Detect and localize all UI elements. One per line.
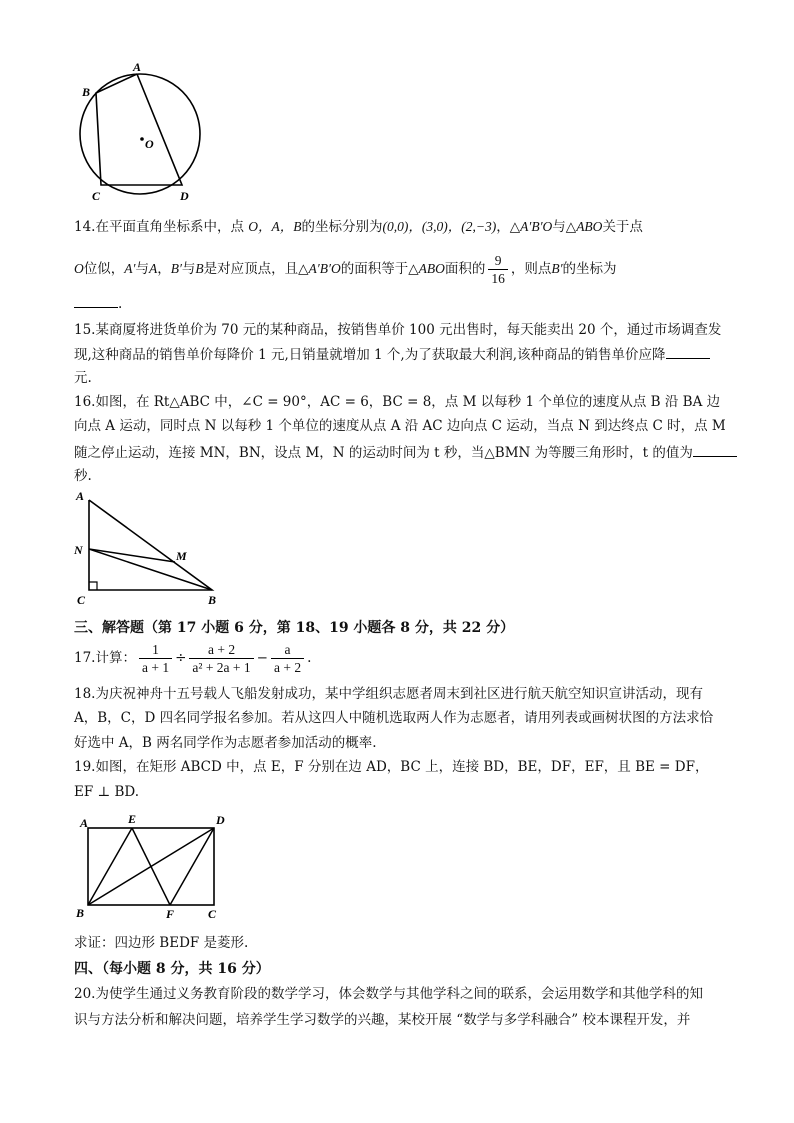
segment-nb <box>89 549 212 590</box>
label-o: O <box>145 137 154 151</box>
figure-right-triangle <box>70 488 230 608</box>
q15-line2: 现,这种商品的销售单价每降价 1 元,日销量就增加 1 个,为了获取最大利润,该种商品的销售单价应降 <box>74 344 710 365</box>
q14-answer-blank[interactable] <box>74 293 118 308</box>
fraction-3: $\frac{a}{a + 2}$ <box>271 641 304 676</box>
segment-nm <box>89 549 175 562</box>
section-4-heading: 四、（每小题 8 分，共 16 分） <box>74 961 270 977</box>
q16-line1: 16.如图，在 Rt△ABC 中，∠C = 90°，AC = 6，BC = 8，点 M 以每秒 1 个单位的速度从点 B 沿 BA 边 <box>74 394 721 410</box>
label-a: A <box>76 489 85 503</box>
label-d: D <box>216 813 225 827</box>
figure-rectangle-abcd <box>70 812 240 922</box>
label-c: C <box>208 907 217 921</box>
label-b: B <box>82 85 91 99</box>
right-angle-mark <box>89 582 97 590</box>
q19-line2: EF ⊥ BD. <box>74 784 140 800</box>
q18-line3: 好选中 A，B 两名同学作为志愿者参加活动的概率. <box>74 735 377 751</box>
label-f: F <box>166 907 175 921</box>
q15-answer-blank[interactable] <box>666 344 710 359</box>
q19-line1: 19.如图，在矩形 ABCD 中，点 E，F 分别在边 AD，BC 上，连接 BD，BE，DF，EF，且 BE = DF， <box>74 759 709 775</box>
figure-circle-abcd <box>70 58 210 208</box>
q16-line4: 秒. <box>74 468 92 484</box>
fraction-9-16: $\frac{9}{16}$ <box>488 252 508 287</box>
label-a: A <box>133 60 142 74</box>
center-dot <box>140 137 144 141</box>
triangle-acb <box>89 500 212 590</box>
q16-line2: 向点 A 运动，同时点 N 以每秒 1 个单位的速度从点 A 沿 AC 边向点 C 运动，当点 N 到达终点 C 时，点 M <box>74 418 726 434</box>
label-b: B <box>208 593 217 607</box>
section-3-heading: 三、解答题（第 17 小题 6 分，第 18、19 小题各 8 分，共 22 分） <box>74 620 515 636</box>
quadrilateral-abdc <box>96 74 182 185</box>
label-e: E <box>128 812 137 826</box>
segment-be <box>88 828 132 905</box>
q20-line1: 20.为使学生通过义务教育阶段的数学学习，体会数学与其他学科之间的联系，会运用数学和其他学科的知 <box>74 986 703 1002</box>
q16-line3: 随之停止运动，连接 MN，BN，设点 M，N 的运动时间为 t 秒，当△BMN 为等腰三角形时，t 的值为 <box>74 442 737 463</box>
q14-line1: 14.在平面直角坐标系中，点 O，A，B的坐标分别为(0,0)，(3,0)，(2,−3)，△A′B′O与△ABO关于点 <box>74 219 643 235</box>
segment-fd <box>170 828 214 905</box>
q14-line3: . <box>74 293 122 314</box>
q17-line: 17.计算： $\frac{1}{a + 1}$ ÷ $\frac{a + 2}{\text{a² + 2a + 1}}$ − $\frac{a}{a + 2}$ . <box>74 642 312 675</box>
fraction-1: $\frac{1}{a + 1}$ <box>139 641 172 676</box>
label-a: A <box>80 816 89 830</box>
q20-line2: 识与方法分析和解决问题，培养学生学习数学的兴趣，某校开展 “数学与多学科融合” 校本课程开发，并 <box>74 1012 691 1028</box>
label-d: D <box>180 189 189 203</box>
label-n: N <box>74 543 83 557</box>
label-c: C <box>92 189 101 203</box>
q16-answer-blank[interactable] <box>693 442 737 457</box>
q15-line3: 元. <box>74 370 92 386</box>
q15-line1: 15.某商厦将进货单价为 70 元的某种商品，按销售单价 100 元出售时，每天能卖出 20 个，通过市场调查发 <box>74 322 722 338</box>
label-c: C <box>77 593 86 607</box>
fraction-2: $\frac{a + 2}{\text{a² + 2a + 1}}$ <box>189 641 253 676</box>
q18-line1: 18.为庆祝神舟十五号载人飞船发射成功，某中学组织志愿者周末到社区进行航天航空知识宣讲活动，现有 <box>74 686 703 702</box>
label-m: M <box>176 549 187 563</box>
label-b: B <box>76 906 85 920</box>
q19-proof: 求证：四边形 BEDF 是菱形. <box>74 935 249 951</box>
q18-line2: A，B，C，D 四名同学报名参加。若从这四人中随机选取两人作为志愿者，请用列表或画树状图的方法求恰 <box>74 710 714 726</box>
segment-bd <box>88 828 214 905</box>
q14-line2: O位似，A′与A，B′与B是对应顶点，且△A′B′O的面积等于△ABO面积的 $\frac{9}{16}$ ，则点B′的坐标为 <box>74 253 617 286</box>
